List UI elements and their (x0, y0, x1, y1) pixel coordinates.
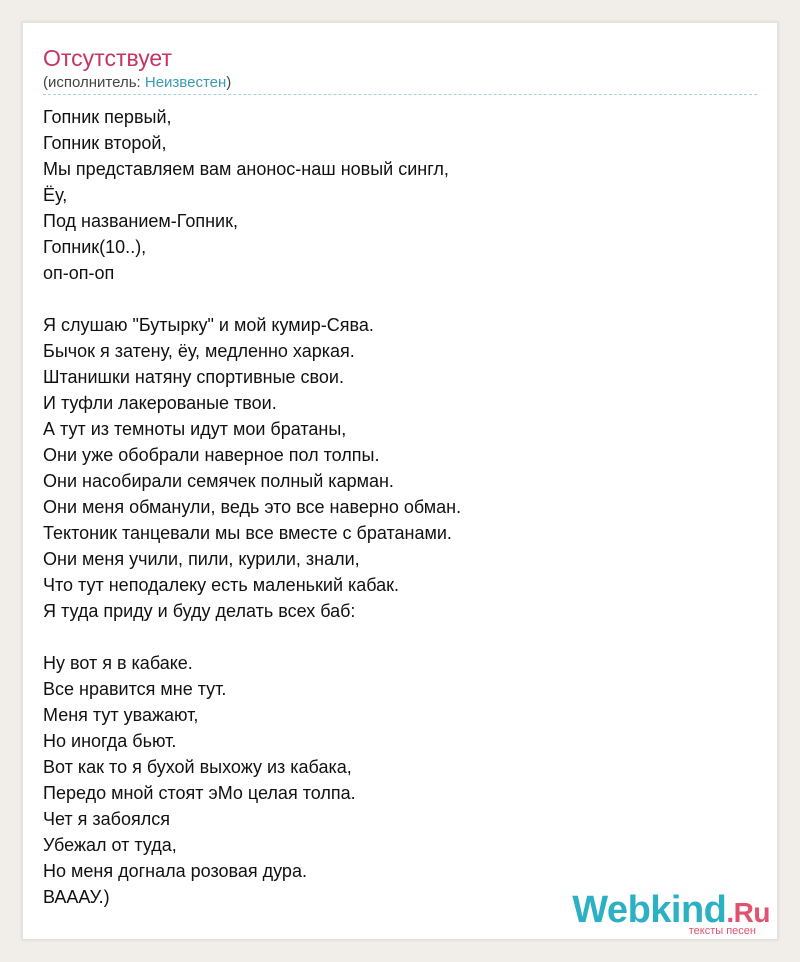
lyric-line: Они меня обманули, ведь это все наверно обман. (43, 497, 462, 517)
lyric-line: оп-оп-оп (43, 263, 115, 283)
lyric-line: Ну вот я в кабаке. (43, 653, 193, 673)
lyric-line: Убежал от туда, (43, 835, 177, 855)
lyric-line: Я туда приду и буду делать всех баб: (43, 601, 356, 621)
lyric-line: Меня тут уважают, (43, 705, 199, 725)
divider (43, 94, 757, 95)
lyric-line: Гопник первый, (43, 107, 172, 127)
logo-tld: .Ru (726, 897, 770, 928)
lyric-line: Но меня догнала розовая дура. (43, 861, 307, 881)
artist-prefix: (исполнитель: (43, 74, 145, 91)
lyric-line: Бычок я затену, ёу, медленно харкая. (43, 341, 355, 361)
lyric-line: ВАААУ.) (43, 887, 110, 907)
artist-link[interactable]: Неизвестен (144, 74, 227, 91)
lyric-line: Гопник(10..), (43, 237, 147, 257)
song-title: Отсутствует (43, 45, 172, 71)
lyric-line: Что тут неподалеку есть маленький кабак. (43, 575, 400, 595)
lyric-line: И туфли лакерованые твои. (43, 393, 277, 413)
lyric-line: А тут из темноты идут мои братаны, (43, 419, 347, 439)
artist-suffix: ) (226, 74, 232, 91)
webkind-logo[interactable] (572, 890, 770, 937)
stanza (43, 650, 743, 910)
artist-line (43, 74, 231, 92)
stanza (43, 104, 743, 286)
lyric-line: Штанишки натяну спортивные свои. (43, 367, 344, 387)
lyric-line: Гопник второй, (43, 133, 167, 153)
lyrics-text (43, 104, 743, 910)
lyric-line: Но иногда бьют. (43, 731, 177, 751)
lyric-line: Они меня учили, пили, курили, знали, (43, 549, 360, 569)
lyric-line: Ёу, (43, 185, 68, 205)
lyric-line: Вот как то я бухой выхожу из кабака, (43, 757, 352, 777)
stanza (43, 312, 743, 624)
lyric-line: Они уже обобрали наверное пол толпы. (43, 445, 380, 465)
lyric-line: Передо мной стоят эМо целая толпа. (43, 783, 356, 803)
lyric-line: Я слушаю "Бутырку" и мой кумир-Сява. (43, 315, 374, 335)
logo-tagline: тексты песен (688, 925, 756, 937)
lyric-line: Под названием-Гопник, (43, 211, 238, 231)
lyric-line: Все нравится мне тут. (43, 679, 227, 699)
logo-word: Webkind (572, 889, 727, 931)
lyric-line: Тектоник танцевали мы все вместе с братанами. (43, 523, 452, 543)
lyric-line: Мы представляем вам анонос-наш новый сингл, (43, 159, 449, 179)
lyrics-card (22, 22, 778, 940)
lyric-line: Они насобирали семячек полный карман. (43, 471, 394, 491)
lyric-line: Чет я забоялся (43, 809, 170, 829)
